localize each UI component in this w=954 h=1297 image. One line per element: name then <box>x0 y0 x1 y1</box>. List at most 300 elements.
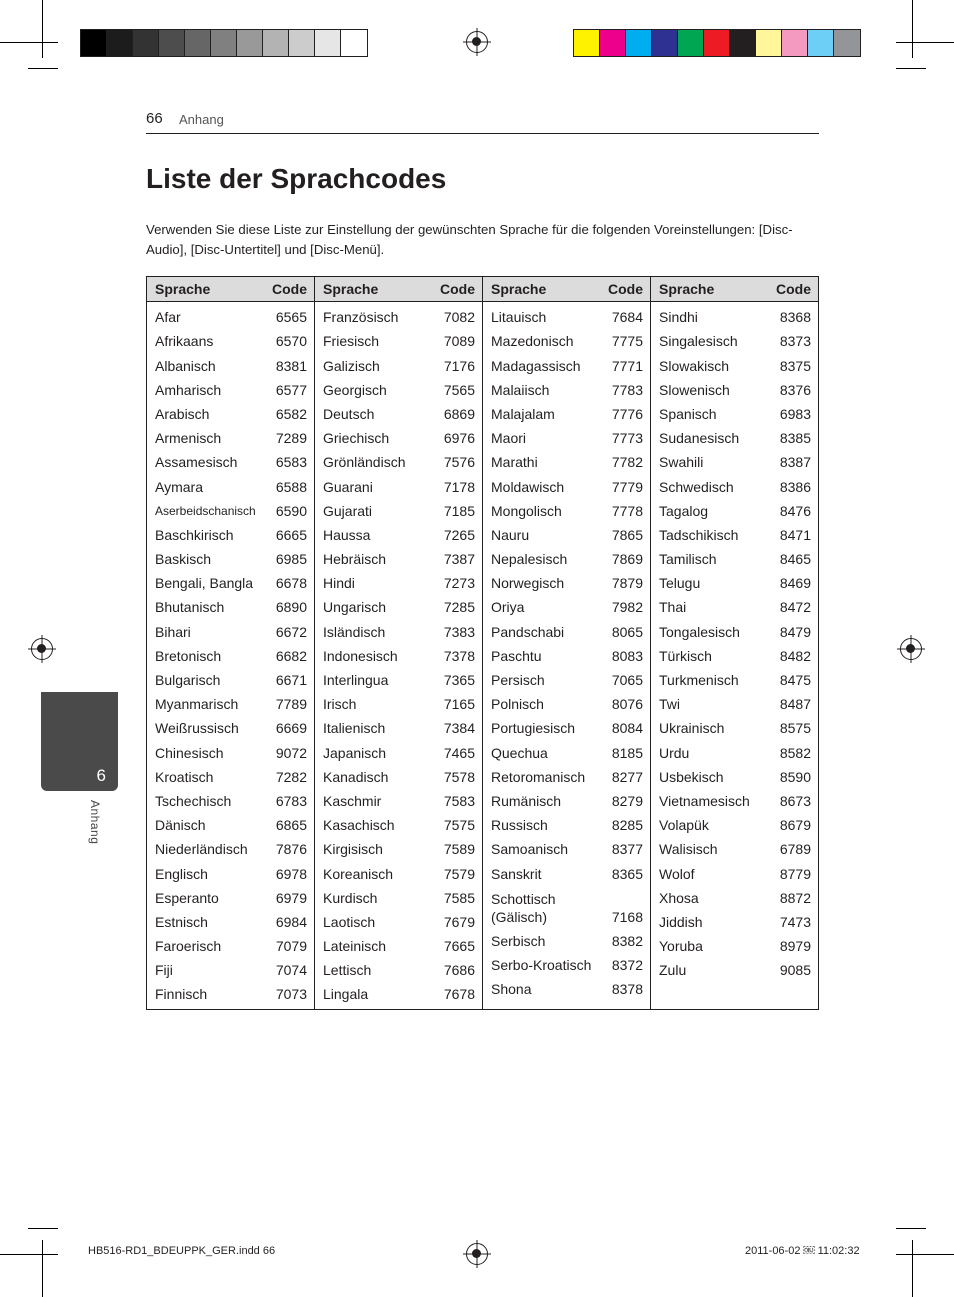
language-code: 6565 <box>275 309 307 326</box>
language-code: 7378 <box>443 647 475 664</box>
table-row <box>651 907 818 931</box>
table-row <box>483 858 650 882</box>
language-name: Twi <box>659 696 680 713</box>
chapter-label: Anhang <box>88 800 102 845</box>
language-code: 7165 <box>443 696 475 713</box>
language-name: Amharisch <box>155 381 222 398</box>
table-row <box>483 689 650 713</box>
language-name: Shona <box>491 981 532 998</box>
table-row <box>651 931 818 955</box>
color-swatch <box>81 30 107 56</box>
language-name: Niederländisch <box>155 841 248 858</box>
language-code: 7282 <box>275 768 307 785</box>
language-name: Italienisch <box>323 720 386 737</box>
print-timestamp: 2011-06-02 ￼ 11:02:32 <box>745 1245 860 1257</box>
language-code: 7273 <box>443 575 475 592</box>
language-code: 8590 <box>779 768 811 785</box>
language-code: 8472 <box>779 599 811 616</box>
language-name: Chinesisch <box>155 744 224 761</box>
table-row <box>147 375 314 399</box>
table-row <box>147 665 314 689</box>
language-name: Griechisch <box>323 430 390 447</box>
language-code: 7565 <box>443 381 475 398</box>
table-row <box>651 520 818 544</box>
header-code: Code <box>608 281 643 297</box>
language-code: 8673 <box>779 792 811 809</box>
language-name: Samoanisch <box>491 841 569 858</box>
language-name: Estnisch <box>155 913 208 930</box>
table-row <box>483 641 650 665</box>
crop-mark <box>28 68 58 69</box>
language-code: 7178 <box>443 478 475 495</box>
language-code: 6976 <box>443 430 475 447</box>
section-name: Anhang <box>179 112 224 127</box>
table-row <box>147 641 314 665</box>
table-row <box>483 447 650 471</box>
language-name: Pandschabi <box>491 623 565 640</box>
language-code: 8387 <box>779 454 811 471</box>
table-row <box>147 592 314 616</box>
language-name: Albanisch <box>155 357 216 374</box>
language-name: Französisch <box>323 309 399 326</box>
language-code: 8482 <box>779 647 811 664</box>
chapter-number: 6 <box>96 766 106 785</box>
table-row <box>147 496 314 520</box>
crop-mark <box>896 1254 954 1255</box>
language-name: Interlingua <box>323 672 389 688</box>
table-row <box>651 786 818 810</box>
color-swatch <box>600 30 626 56</box>
language-code: 8575 <box>779 720 811 737</box>
language-code: 7074 <box>275 962 307 979</box>
language-code: 8385 <box>779 430 811 447</box>
language-code: 9085 <box>779 962 811 979</box>
table-row <box>315 302 482 326</box>
language-name: Assamesisch <box>155 454 238 471</box>
table-row <box>315 762 482 786</box>
language-code: 7383 <box>443 623 475 640</box>
language-name: Serbo-Kroatisch <box>491 956 592 973</box>
table-row <box>315 786 482 810</box>
table-row <box>483 665 650 689</box>
crop-mark <box>0 42 58 43</box>
language-name: Schottisch (Gälisch) <box>491 890 556 925</box>
color-swatch <box>133 30 159 56</box>
table-row <box>483 399 650 423</box>
language-name: Xhosa <box>659 889 699 906</box>
language-name: Bulgarisch <box>155 672 221 688</box>
language-name: Telugu <box>659 575 701 592</box>
language-name: Bihari <box>155 623 191 640</box>
table-row <box>315 713 482 737</box>
language-name: Persisch <box>491 672 545 688</box>
language-code: 8368 <box>779 309 811 326</box>
language-name: Tongalesisch <box>659 623 740 640</box>
language-code: 7384 <box>443 720 475 737</box>
language-code: 6672 <box>275 623 307 640</box>
table-row <box>483 762 650 786</box>
language-name: Russisch <box>491 817 548 834</box>
language-code: 6583 <box>275 454 307 471</box>
language-code: 7465 <box>443 744 475 761</box>
language-name: Kurdisch <box>323 889 378 906</box>
language-name: Laotisch <box>323 913 376 930</box>
language-name: Afrikaans <box>155 333 214 350</box>
language-name: Bhutanisch <box>155 599 225 616</box>
table-column <box>147 277 315 1009</box>
table-row <box>651 592 818 616</box>
language-name: Friesisch <box>323 333 380 350</box>
table-row <box>315 375 482 399</box>
language-name: Serbisch <box>491 932 546 949</box>
table-row <box>147 955 314 979</box>
intro-text: Verwenden Sie diese Liste zur Einstellung der gewünschten Sprache für die folgenden Voreinstellungen: [Disc-Audio], [Disc-Untertitel] und [Disc-Menü]. <box>146 222 793 257</box>
language-name: Swahili <box>659 454 704 471</box>
table-row <box>651 423 818 447</box>
language-name: Thai <box>659 599 687 616</box>
language-name: Schwedisch <box>659 478 734 495</box>
language-name: Baskisch <box>155 551 212 568</box>
language-code: 8065 <box>611 623 643 640</box>
language-name: Malaiisch <box>491 381 550 398</box>
language-code: 6789 <box>779 841 811 858</box>
language-code: 7589 <box>443 841 475 858</box>
language-code: 6590 <box>275 502 307 519</box>
registration-mark-icon <box>900 638 922 660</box>
language-code: 6985 <box>275 551 307 568</box>
language-name: Koreanisch <box>323 865 394 882</box>
language-code: 8469 <box>779 575 811 592</box>
language-name: Quechua <box>491 744 548 761</box>
color-swatch <box>185 30 211 56</box>
language-name: Lingala <box>323 986 369 1003</box>
table-column <box>315 277 483 1009</box>
table-row <box>315 423 482 447</box>
table-row <box>315 858 482 882</box>
language-code: 8373 <box>779 333 811 350</box>
table-row <box>315 544 482 568</box>
table-row <box>651 641 818 665</box>
language-name: Marathi <box>491 454 538 471</box>
table-row <box>315 592 482 616</box>
language-name: Vietnamesisch <box>659 792 750 809</box>
language-name: Wolof <box>659 865 695 882</box>
table-row <box>315 447 482 471</box>
language-code: 7684 <box>611 309 643 326</box>
language-code: 7365 <box>443 672 475 688</box>
language-code: 7583 <box>443 792 475 809</box>
language-name: Kroatisch <box>155 768 214 785</box>
page-header <box>146 108 819 134</box>
language-name: Tadschikisch <box>659 526 739 543</box>
language-code: 7073 <box>275 986 307 1003</box>
table-header <box>483 277 650 302</box>
language-name: Afar <box>155 309 181 326</box>
language-name: Irisch <box>323 696 357 713</box>
language-name: Retoromanisch <box>491 768 586 785</box>
table-row <box>315 955 482 979</box>
language-name: Lateinisch <box>323 938 387 955</box>
language-code: 8471 <box>779 526 811 543</box>
language-code: 7778 <box>611 502 643 519</box>
table-column <box>651 277 818 1009</box>
color-swatch <box>159 30 185 56</box>
table-row <box>483 974 650 998</box>
language-name: Nepalesisch <box>491 551 568 568</box>
language-name: Zulu <box>659 962 687 979</box>
language-code: 7775 <box>611 333 643 350</box>
table-row <box>315 689 482 713</box>
table-row <box>315 350 482 374</box>
language-code: 8376 <box>779 381 811 398</box>
table-header <box>147 277 314 302</box>
table-row <box>651 326 818 350</box>
table-row <box>483 713 650 737</box>
table-row <box>147 544 314 568</box>
table-row <box>147 302 314 326</box>
language-code: 6665 <box>275 526 307 543</box>
language-name: Polnisch <box>491 696 544 713</box>
table-row <box>483 326 650 350</box>
language-code: 7865 <box>611 526 643 543</box>
language-name: Faroerisch <box>155 938 222 955</box>
language-name: Tschechisch <box>155 792 232 809</box>
language-name: Fiji <box>155 962 173 979</box>
table-row <box>483 375 650 399</box>
language-name: Norwegisch <box>491 575 565 592</box>
header-code: Code <box>776 281 811 297</box>
registration-mark-icon <box>31 638 53 660</box>
language-code: 9072 <box>275 744 307 761</box>
table-row <box>651 447 818 471</box>
language-name: Jiddish <box>659 913 703 930</box>
table-row <box>147 568 314 592</box>
language-name: Esperanto <box>155 889 219 906</box>
language-code: 7168 <box>611 908 643 925</box>
color-swatch <box>808 30 834 56</box>
language-name: Kirgisisch <box>323 841 383 858</box>
language-code: 6588 <box>275 478 307 495</box>
language-code: 8372 <box>611 956 643 973</box>
table-row <box>483 520 650 544</box>
table-row <box>651 375 818 399</box>
table-row <box>651 350 818 374</box>
table-row <box>315 568 482 592</box>
language-name: Bretonisch <box>155 647 222 664</box>
table-row <box>651 399 818 423</box>
language-code: 6984 <box>275 913 307 930</box>
language-name: Portugiesisch <box>491 720 576 737</box>
table-row <box>147 907 314 931</box>
color-swatch <box>730 30 756 56</box>
language-name: Volapük <box>659 817 709 834</box>
table-row <box>147 713 314 737</box>
color-swatch <box>237 30 263 56</box>
language-name: Paschtu <box>491 647 542 664</box>
table-row <box>315 665 482 689</box>
table-row <box>651 689 818 713</box>
table-row <box>651 713 818 737</box>
header-language: Sprache <box>155 281 211 297</box>
language-name: Moldawisch <box>491 478 565 495</box>
language-code: 7779 <box>611 478 643 495</box>
table-header <box>315 277 482 302</box>
language-code: 7771 <box>611 357 643 374</box>
language-name: Spanisch <box>659 405 717 422</box>
language-code: 6570 <box>275 333 307 350</box>
language-code: 7773 <box>611 430 643 447</box>
language-code: 7065 <box>611 672 643 688</box>
table-row <box>147 399 314 423</box>
language-code: 7579 <box>443 865 475 882</box>
language-name: Maori <box>491 430 527 447</box>
crop-mark <box>42 0 43 58</box>
table-row <box>147 520 314 544</box>
table-row <box>315 520 482 544</box>
table-row <box>315 641 482 665</box>
table-row <box>315 979 482 1003</box>
language-name: Aserbeidschanisch <box>155 503 256 518</box>
table-row <box>483 883 650 926</box>
table-row <box>315 399 482 423</box>
language-name: Malajalam <box>491 405 555 422</box>
language-code: 8872 <box>779 889 811 906</box>
language-name: Grönländisch <box>323 454 406 471</box>
language-name: Guarani <box>323 478 373 495</box>
color-swatch <box>107 30 133 56</box>
language-name: Georgisch <box>323 381 387 398</box>
language-name: Finnisch <box>155 986 208 1003</box>
table-row <box>483 496 650 520</box>
language-code: 6669 <box>275 720 307 737</box>
table-row <box>315 907 482 931</box>
language-name: Ukrainisch <box>659 720 725 737</box>
language-code: 7575 <box>443 817 475 834</box>
language-code: 8487 <box>779 696 811 713</box>
language-code: 7176 <box>443 357 475 374</box>
language-code: 8365 <box>611 865 643 882</box>
language-code: 7982 <box>611 599 643 616</box>
table-row <box>147 858 314 882</box>
table-row <box>483 592 650 616</box>
language-name: Hindi <box>323 575 355 592</box>
table-row <box>651 883 818 907</box>
language-code: 7289 <box>275 430 307 447</box>
table-row <box>147 883 314 907</box>
language-code: 7585 <box>443 889 475 906</box>
page-number: 66 <box>146 110 163 127</box>
table-row <box>651 302 818 326</box>
table-row <box>147 326 314 350</box>
color-swatch <box>756 30 782 56</box>
language-name: Singalesisch <box>659 333 738 350</box>
table-row <box>651 471 818 495</box>
language-code: 6869 <box>443 405 475 422</box>
language-code: 7783 <box>611 381 643 398</box>
table-row <box>483 350 650 374</box>
language-code: 8185 <box>611 744 643 761</box>
language-name: Kasachisch <box>323 817 395 834</box>
language-name: Hebräisch <box>323 551 387 568</box>
language-name: Myanmarisch <box>155 696 239 713</box>
language-code: 6582 <box>275 405 307 422</box>
language-name: Litauisch <box>491 309 547 326</box>
language-code: 6865 <box>275 817 307 834</box>
language-code: 6577 <box>275 381 307 398</box>
file-slug: HB516-RD1_BDEUPPK_GER.indd 66 <box>88 1245 276 1257</box>
language-name: Lettisch <box>323 962 372 979</box>
language-name: Yoruba <box>659 938 703 955</box>
language-code: 8375 <box>779 357 811 374</box>
language-code: 6983 <box>779 405 811 422</box>
language-code: 7079 <box>275 938 307 955</box>
crop-mark <box>0 1254 58 1255</box>
page-title: Liste der Sprachcodes <box>146 163 447 194</box>
language-name: Englisch <box>155 865 208 882</box>
language-name: Rumänisch <box>491 792 562 809</box>
language-name: Bengali, Bangla <box>155 575 254 592</box>
language-code: 8582 <box>779 744 811 761</box>
table-row <box>147 834 314 858</box>
language-name: Dänisch <box>155 817 206 834</box>
language-name: Madagassisch <box>491 357 581 374</box>
language-name: Walisisch <box>659 841 718 858</box>
language-name: Galizisch <box>323 357 380 374</box>
table-row <box>483 950 650 974</box>
language-code: 6678 <box>275 575 307 592</box>
table-row <box>651 737 818 761</box>
table-row <box>147 689 314 713</box>
language-name: Sanskrit <box>491 865 542 882</box>
color-swatch <box>626 30 652 56</box>
table-row <box>651 616 818 640</box>
registration-mark-icon <box>466 1243 488 1265</box>
table-row <box>315 810 482 834</box>
language-code: 7576 <box>443 454 475 471</box>
language-name: Japanisch <box>323 744 387 761</box>
color-swatch <box>834 30 860 56</box>
language-code: 8479 <box>779 623 811 640</box>
table-row <box>483 302 650 326</box>
grayscale-color-bar <box>80 29 368 57</box>
table-row <box>483 786 650 810</box>
language-name: Turkmenisch <box>659 672 739 688</box>
language-name: Armenisch <box>155 430 222 447</box>
language-code: 8476 <box>779 502 811 519</box>
language-name: Baschkirisch <box>155 526 234 543</box>
language-name: Ungarisch <box>323 599 387 616</box>
language-code: 8277 <box>611 768 643 785</box>
crop-mark <box>896 42 954 43</box>
table-row <box>315 326 482 350</box>
color-swatch <box>704 30 730 56</box>
color-swatch <box>211 30 237 56</box>
language-code: 7678 <box>443 986 475 1003</box>
table-row <box>147 762 314 786</box>
color-swatch <box>289 30 315 56</box>
process-color-bar <box>573 29 861 57</box>
language-name: Mazedonisch <box>491 333 574 350</box>
language-code: 8381 <box>275 357 307 374</box>
color-swatch <box>652 30 678 56</box>
table-row <box>315 737 482 761</box>
table-row <box>147 616 314 640</box>
header-language: Sprache <box>323 281 379 297</box>
table-row <box>483 926 650 950</box>
language-code: 8382 <box>611 932 643 949</box>
language-code: 8475 <box>779 672 811 688</box>
color-swatch <box>341 30 367 56</box>
